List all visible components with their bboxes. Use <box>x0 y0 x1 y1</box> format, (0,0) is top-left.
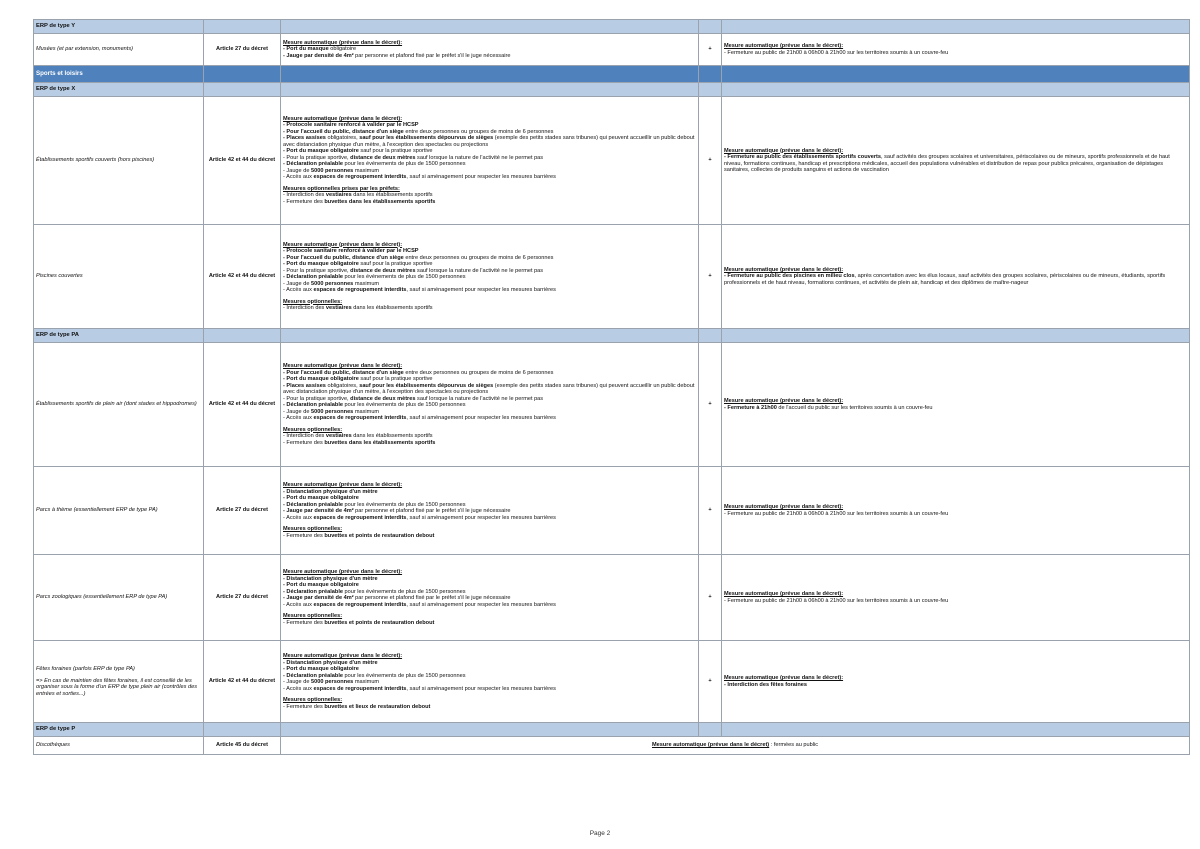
table-row <box>34 641 1190 723</box>
measure-heading: Mesures optionnelles prises par les préfets: <box>283 185 400 192</box>
text-line <box>724 511 1187 518</box>
empty-cell <box>722 329 1190 343</box>
text-line <box>283 533 696 540</box>
establishment-name <box>34 225 204 329</box>
empty-cell <box>204 66 281 83</box>
bold-text: - Distanciation physique d'un mètre <box>283 659 378 666</box>
name-note: => En cas de maintien des fêtes foraines, il est conseillé de les organiser sous la forme d'un ERP de type plein air (contrôles des entrées et sorties...) <box>36 677 197 697</box>
establishment-name <box>34 34 204 66</box>
bold-text: - Déclaration préalable <box>283 501 343 508</box>
bold-text: buvettes et lieux de restauration debout <box>324 703 431 710</box>
text: par personne et plafond fixé par le préfet s'il le juge nécessaire <box>353 508 511 514</box>
bold-text: distance de deux mètres <box>350 267 416 274</box>
bold-text: - Jauge par densité de 4m² <box>283 508 354 514</box>
text: - Accès aux <box>283 685 314 692</box>
establishment-name <box>34 343 204 467</box>
empty-cell <box>722 723 1190 737</box>
bold-text: - Déclaration préalable <box>283 672 343 679</box>
current-measures <box>281 225 699 329</box>
measures-table <box>33 19 1190 755</box>
establishment-name <box>34 97 204 225</box>
text: - Jauge de <box>283 408 311 415</box>
measure-heading: Mesure automatique (prévue dans le décret): <box>283 569 403 575</box>
text-line <box>724 273 1187 286</box>
bold-text: espaces de regroupement interdits <box>313 174 407 181</box>
establishment-name <box>34 737 204 755</box>
measure-heading: Mesure automatique (prévue dans le décret): <box>283 241 403 248</box>
text: - Fermeture des <box>283 532 325 539</box>
text-line <box>283 199 696 206</box>
bold-text: - Port du masque obligatoire <box>283 376 359 382</box>
table-row <box>34 34 1190 66</box>
bold-text: buvettes dans les établissements sportifs <box>324 439 436 446</box>
name-text: Musées (et par extension, monuments) <box>36 46 134 53</box>
text: entre deux personnes ou groupes de moins de 6 personnes <box>403 128 554 135</box>
current-measures <box>281 467 699 555</box>
text: - Fermeture des <box>283 198 325 205</box>
bold-text: buvettes et points de restauration debout <box>324 619 435 626</box>
text: , sauf si aménagement pour respecter les mesures barrières <box>406 514 556 521</box>
empty-cell <box>204 329 281 343</box>
empty-cell <box>699 329 722 343</box>
text: maximum <box>353 679 380 685</box>
text: - Fermeture des <box>283 703 325 710</box>
additional-measures <box>722 97 1190 225</box>
measure-heading: Mesure automatique (prévue dans le décret): <box>724 591 844 597</box>
empty-cell <box>281 20 699 34</box>
measure-heading: Mesure automatique (prévue dans le décret): <box>724 398 844 404</box>
text: , sauf si aménagement pour respecter les mesures barrières <box>406 685 556 692</box>
text-line <box>724 682 1187 689</box>
measure-heading: Mesure automatique (prévue dans le décret): <box>724 147 844 154</box>
additional-measures <box>722 225 1190 329</box>
bold-text: - Jauge par densité de 4m² <box>283 595 354 601</box>
text: pour les événements de plus de 1500 personnes <box>343 274 466 280</box>
bold-text: - Port du masque obligatoire <box>283 495 359 501</box>
bold-text: 5000 personnes <box>311 408 354 415</box>
bold-text: - Interdiction des fêtes foraines <box>724 681 807 688</box>
plus-sign: + <box>699 34 722 66</box>
text: , après concertation avec les élus locaux, sauf activités des groupes scolaires, périscolaires ou de mineurs, étudiants, sportifs professionnels et de haut niveau, formations continues, et activités de plein air, handicap et des diplômes de maître-nageur <box>724 273 1166 286</box>
empty-cell <box>204 20 281 34</box>
bold-text: 5000 personnes <box>311 280 354 287</box>
empty-cell <box>699 723 722 737</box>
bold-text: - Fermeture à 21h00 <box>724 404 777 411</box>
bold-text: vestiaires <box>325 192 352 199</box>
text: - Pour la pratique sportive, <box>283 267 351 274</box>
category-header-row <box>34 723 1190 737</box>
decree-article: Article 27 du décret <box>204 467 281 555</box>
text: sauf lorsque la nature de l'activité ne le permet pas <box>415 395 544 402</box>
additional-measures <box>722 343 1190 467</box>
text: - Interdiction des <box>283 305 326 311</box>
establishment-name <box>34 641 204 723</box>
bold-text: 5000 personnes <box>311 679 354 685</box>
bold-text: buvettes et points de restauration debout <box>324 532 435 539</box>
text-line <box>283 305 696 312</box>
text: - Pour la pratique sportive, <box>283 395 351 402</box>
text: (exemple des petits stades sans tribunes) qui peuvent accueillir un public debout avec distanciation physique d'un mètre, à l'exception des spectacles ou projections <box>283 382 695 395</box>
name-text: Parcs zoologiques (essentiellement ERP de type PA) <box>36 594 168 601</box>
plus-sign: + <box>699 97 722 225</box>
empty-cell <box>281 329 699 343</box>
bold-text: - Déclaration préalable <box>283 402 343 408</box>
text-line <box>283 53 696 60</box>
text: sauf pour la pratique sportive <box>358 148 433 155</box>
bold-text: - Places assises <box>283 135 326 142</box>
text-line <box>724 154 1187 174</box>
bold-text: distance de deux mètres <box>350 395 416 402</box>
empty-cell <box>281 723 699 737</box>
text: - Jauge de <box>283 280 311 287</box>
plus-sign: + <box>699 641 722 723</box>
text: pour les événements de plus de 1500 personnes <box>343 402 466 408</box>
text-line <box>283 135 696 148</box>
empty-cell <box>699 20 722 34</box>
current-measures <box>281 34 699 66</box>
text: maximum <box>353 408 380 415</box>
text-line <box>283 704 696 711</box>
category-label: Sports et loisirs <box>34 66 204 83</box>
current-measures <box>281 97 699 225</box>
table-row <box>34 737 1190 755</box>
measure-heading: Mesure automatique (prévue dans le décret): <box>283 482 403 488</box>
additional-measures <box>722 555 1190 641</box>
bold-text: - Distanciation physique d'un mètre <box>283 488 378 495</box>
text: - Accès aux <box>283 415 314 421</box>
empty-cell <box>281 66 699 83</box>
text: - Fermeture des <box>283 439 325 446</box>
text-line <box>724 405 1187 412</box>
text: entre deux personnes ou groupes de moins de 6 personnes <box>403 254 554 261</box>
empty-cell <box>204 83 281 97</box>
name-text: Piscines couvertes <box>36 273 83 280</box>
text: par personne et plafond fixé par le préfet s'il le juge nécessaire <box>353 52 511 59</box>
text-line <box>724 598 1187 605</box>
category-label: ERP de type PA <box>34 329 204 343</box>
text-line <box>283 620 696 627</box>
text: - Jauge de <box>283 679 311 685</box>
empty-cell <box>699 83 722 97</box>
name-text: Fêtes foraines (parfois ERP de type PA) <box>36 666 135 672</box>
category-label: ERP de type P <box>34 723 204 737</box>
text: sauf lorsque la nature de l'activité ne le permet pas <box>415 154 544 161</box>
text: - Accès aux <box>283 514 314 521</box>
text: : fermées au public <box>769 742 819 749</box>
text: obligatoire <box>328 46 357 53</box>
table-row <box>34 467 1190 555</box>
text: dans les établissements sportifs <box>351 433 433 439</box>
establishment-name <box>34 467 204 555</box>
text: - Interdiction des <box>283 192 326 199</box>
text: dans les établissements sportifs <box>351 305 433 311</box>
text: obligatoires, <box>325 135 360 142</box>
plus-sign: + <box>699 555 722 641</box>
text: , sauf si aménagement pour respecter les mesures barrières <box>406 287 556 293</box>
bold-text: - Protocole sanitaire renforcé à valider par le HCSP <box>283 248 419 254</box>
text: de l'accueil du public sur les territoires soumis à un couvre-feu <box>776 404 933 411</box>
decree-article: Article 42 et 44 du décret <box>204 97 281 225</box>
measure-heading: Mesure automatique (prévue dans le décret): <box>724 504 844 510</box>
text: - Interdiction des <box>283 433 326 439</box>
additional-measures <box>722 467 1190 555</box>
bold-text: buvettes dans les établissements sportifs <box>324 198 436 205</box>
bold-text: espaces de regroupement interdits <box>313 514 407 521</box>
bold-text: - Pour l'accueil du public, distance d'un siège <box>283 254 404 261</box>
bold-text: - Pour l'accueil du public, distance d'un siège <box>283 369 404 376</box>
text: - Fermeture des <box>283 619 325 626</box>
bold-text: distance de deux mètres <box>350 154 416 161</box>
text: - Accès aux <box>283 601 314 608</box>
text: - Jauge de <box>283 167 311 174</box>
decree-article: Article 45 du décret <box>204 737 281 755</box>
bold-text: 5000 personnes <box>311 167 354 174</box>
bold-text: - Distanciation physique d'un mètre <box>283 575 378 582</box>
text: dans les établissements sportifs <box>351 192 433 199</box>
text: - Fermeture au public de 21h00 à 06h00 à 21h00 sur les territoires soumis à un couvre-feu <box>724 597 949 604</box>
decree-article: Article 27 du décret <box>204 555 281 641</box>
text: pour les événements de plus de 1500 personnes <box>343 588 466 595</box>
text-line <box>283 440 696 447</box>
decree-article: Article 42 et 44 du décret <box>204 641 281 723</box>
bold-text: espaces de regroupement interdits <box>313 415 407 421</box>
empty-cell <box>722 83 1190 97</box>
text: , sauf si aménagement pour respecter les mesures barrières <box>406 174 556 181</box>
text: , sauf si aménagement pour respecter les mesures barrières <box>406 415 556 421</box>
plus-sign: + <box>699 343 722 467</box>
category-header-row <box>34 83 1190 97</box>
bold-text: - Port du masque obligatoire <box>283 666 359 672</box>
bold-text: sauf pour les établissements dépourvus de sièges <box>359 382 494 389</box>
text: - Fermeture au public de 21h00 à 06h00 à 21h00 sur les territoires soumis à un couvre-feu <box>724 510 949 517</box>
bold-text: - Déclaration préalable <box>283 161 343 168</box>
table-row <box>34 555 1190 641</box>
text: - Fermeture au public de 21h00 à 06h00 à 21h00 sur les territoires soumis à un couvre-feu <box>724 49 949 56</box>
bold-text: vestiaires <box>325 433 352 439</box>
empty-cell <box>722 20 1190 34</box>
bold-text: vestiaires <box>325 305 352 311</box>
category-header-row <box>34 20 1190 34</box>
table-row <box>34 225 1190 329</box>
decree-article: Article 42 et 44 du décret <box>204 343 281 467</box>
measure-heading: Mesures optionnelles: <box>283 613 343 619</box>
name-text: Établissements sportifs couverts (hors piscines) <box>36 157 155 164</box>
text: entre deux personnes ou groupes de moins de 6 personnes <box>403 369 554 376</box>
current-measures <box>281 555 699 641</box>
empty-cell <box>699 66 722 83</box>
text: , sauf si aménagement pour respecter les mesures barrières <box>406 601 556 608</box>
section-header-row <box>34 66 1190 83</box>
text: - Accès aux <box>283 287 314 293</box>
category-label: ERP de type X <box>34 83 204 97</box>
current-measures <box>281 641 699 723</box>
text: (exemple des petits stades sans tribunes) qui peuvent accueillir un public debout avec distanciation physique d'un mètre, à l'exception des spectacles ou projections <box>283 135 695 148</box>
bold-text: - Fermeture au public des établissements sportifs couverts <box>724 154 881 160</box>
plus-sign: + <box>699 467 722 555</box>
bold-text: - Jauge par densité de 4m² <box>283 52 354 59</box>
merged-measure <box>281 737 1190 755</box>
text: pour les événements de plus de 1500 personnes <box>343 161 466 168</box>
text: - Accès aux <box>283 174 314 181</box>
bold-text: - Port du masque obligatoire <box>283 261 359 267</box>
bold-text: - Fermeture au public des piscines en milieu clos <box>724 273 855 280</box>
measure-heading: Mesure automatique (prévue dans le décret): <box>283 363 403 369</box>
name-text: Discothèques <box>36 742 70 749</box>
text: , sauf activités des groupes scolaires et universitaires, périscolaires ou de mineurs, sportifs professionnels et de haut niveau, formations continues, handicap et prescriptions médicales, accueil des populations vulnérables et distribution de repas pour publics précaires, organisation de dépistages sanitaires, collectes de produits sanguins et actions de vaccination <box>724 154 1170 173</box>
bold-text: - Pour l'accueil du public, distance d'un siège <box>283 128 404 135</box>
bold-text: espaces de regroupement interdits <box>313 287 407 293</box>
bold-text: espaces de regroupement interdits <box>313 601 407 608</box>
establishment-name <box>34 555 204 641</box>
name-text: Parcs à thème (essentiellement ERP de type PA) <box>36 507 158 514</box>
measure-heading: Mesures optionnelles: <box>283 697 343 703</box>
empty-cell <box>281 83 699 97</box>
table-row <box>34 97 1190 225</box>
text: - Pour la pratique sportive, <box>283 154 351 161</box>
measure-heading: Mesure automatique (prévue dans le décret) <box>651 742 770 749</box>
bold-text: - Déclaration préalable <box>283 588 343 595</box>
bold-text: espaces de regroupement interdits <box>313 685 407 692</box>
table-row <box>34 343 1190 467</box>
category-header-row <box>34 329 1190 343</box>
page-number: Page 2 <box>589 830 611 837</box>
measure-heading: Mesure automatique (prévue dans le décret): <box>283 653 403 659</box>
text-line <box>283 383 696 396</box>
text: pour les événements de plus de 1500 personnes <box>343 672 466 679</box>
name-text: Établissements sportifs de plein air (dont stades et hippodromes) <box>36 401 197 408</box>
empty-cell <box>204 723 281 737</box>
bold-text: - Port du masque <box>283 46 329 53</box>
text: sauf pour la pratique sportive <box>358 261 433 267</box>
plus-sign: + <box>699 225 722 329</box>
text: sauf lorsque la nature de l'activité ne le permet pas <box>415 267 544 274</box>
additional-measures <box>722 34 1190 66</box>
decree-article: Article 42 et 44 du décret <box>204 225 281 329</box>
additional-measures <box>722 641 1190 723</box>
bold-text: - Protocole sanitaire renforcé à valider par le HCSP <box>283 122 419 129</box>
bold-text: - Port du masque obligatoire <box>283 582 359 588</box>
bold-text: - Déclaration préalable <box>283 274 343 280</box>
text: sauf pour la pratique sportive <box>358 376 433 382</box>
measure-heading: Mesure automatique (prévue dans le décret): <box>724 675 844 681</box>
empty-cell <box>722 66 1190 83</box>
measure-heading: Mesure automatique (prévue dans le décret): <box>724 266 844 273</box>
measure-heading: Mesure automatique (prévue dans le décret): <box>283 115 403 122</box>
bold-text: - Places assises <box>283 382 326 389</box>
measure-heading: Mesures optionnelles: <box>283 426 343 433</box>
text: pour les événements de plus de 1500 personnes <box>343 501 466 508</box>
measure-heading: Mesures optionnelles: <box>283 526 343 532</box>
measure-heading: Mesure automatique (prévue dans le décret): <box>724 43 844 49</box>
category-label: ERP de type Y <box>34 20 204 34</box>
measure-heading: Mesure automatique (prévue dans le décret): <box>283 39 403 46</box>
text: obligatoires, <box>325 382 360 389</box>
bold-text: sauf pour les établissements dépourvus de sièges <box>359 135 494 142</box>
current-measures <box>281 343 699 467</box>
bold-text: - Port du masque obligatoire <box>283 148 359 155</box>
measure-heading: Mesures optionnelles: <box>283 298 343 305</box>
text: maximum <box>353 167 380 174</box>
decree-article: Article 27 du décret <box>204 34 281 66</box>
text-line <box>724 50 1187 57</box>
text: maximum <box>353 280 380 287</box>
text: par personne et plafond fixé par le préfet s'il le juge nécessaire <box>353 595 511 601</box>
